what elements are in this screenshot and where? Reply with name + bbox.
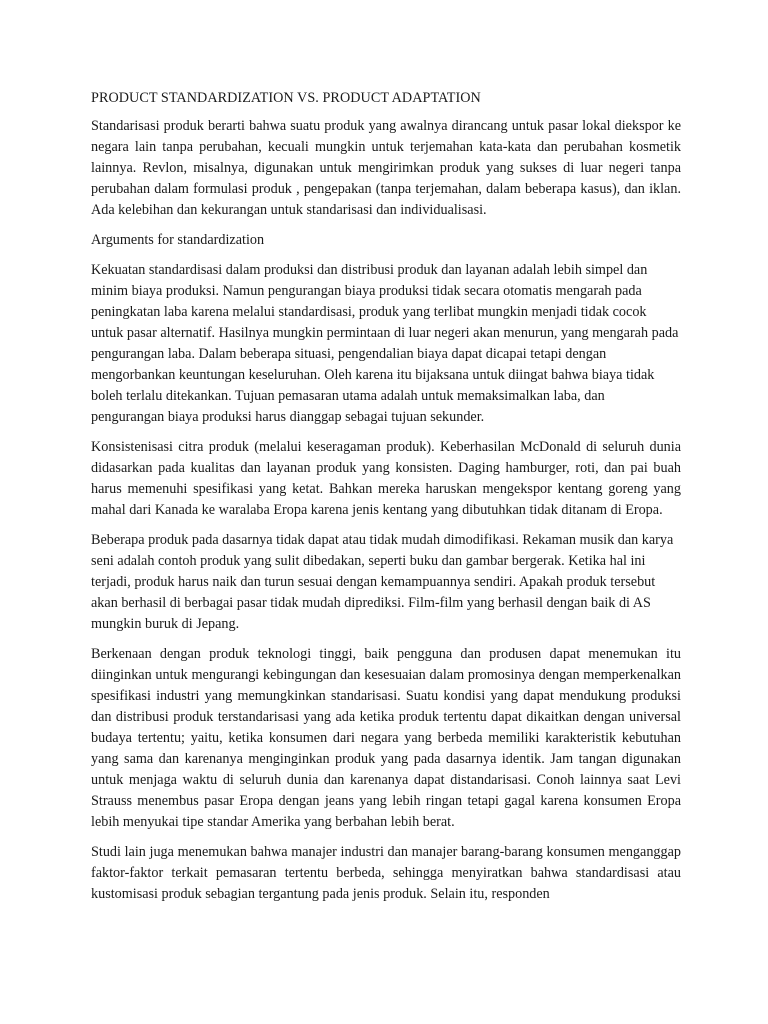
document-page: [91, 88, 681, 914]
paragraph-high-tech: Berkenaan dengan produk teknologi tinggi, baik pengguna dan produsen dapat menemukan itu diinginkan untuk mengurangi kebingungan dan kesesuaian dalam promosinya dengan memperkenalkan spesifikasi industri yang memungkinkan standarisasi. Suatu kondisi yang dapat mendukung produksi dan distribusi produk terstandarisasi yang ada ketika produk tertentu dapat dikaitkan dengan universal budaya tertentu; yaitu, ketika konsumen dari negara yang berbeda memiliki karakteristik kebutuhan yang sama dan karenanya menginginkan produk yang pada dasarnya identik. Jam tangan digunakan untuk menjaga waktu di seluruh dunia dan karenanya dapat distandarisasi. Conoh lainnya saat Levi Strauss menembus pasar Eropa dengan jeans yang lebih ringan tetapi gagal karena konsumen Eropa lebih menyukai tipe standar Amerika yang berbahan lebih berat.: [91, 646, 681, 830]
intro-paragraph: Standarisasi produk berarti bahwa suatu produk yang awalnya dirancang untuk pasar lokal diekspor ke negara lain tanpa perubahan, kecuali mungkin untuk terjemahan kata-kata dan perubahan kosmetik lainnya. Revlon, misalnya, digunakan untuk mengirimkan produk yang sukses di luar negeri tanpa perubahan dalam formulasi produk , pengepakan (tanpa terjemahan, dalam beberapa kasus), dan iklan. Ada kelebihan dan kekurangan untuk standarisasi dan individualisasi.: [91, 118, 681, 218]
paragraph-unmodifiable: Beberapa produk pada dasarnya tidak dapat atau tidak mudah dimodifikasi. Rekaman musik dan karya seni adalah contoh produk yang sulit dibedakan, seperti buku dan gambar bergerak. Ketika hal ini terjadi, produk harus naik dan turun sesuai dengan kemampuannya sendiri. Apakah produk tersebut akan berhasil di berbagai pasar tidak mudah diprediksi. Film-film yang berhasil dengan baik di AS mungkin buruk di Jepang.: [91, 532, 674, 632]
section-subheading: Arguments for standardization: [91, 232, 265, 248]
paragraph-cost: Kekuatan standardisasi dalam produksi dan distribusi produk dan layanan adalah lebih simpel dan minim biaya produksi. Namun pengurangan biaya produksi tidak secara otomatis mengarah pada peningkatan laba karena melalui standardisasi, produk yang terlibat mungkin menjadi tidak cocok untuk pasar alternatif. Hasilnya mungkin permintaan di luar negeri akan menurun, yang mengarah pada pengurangan laba. Dalam beberapa situasi, pengendalian biaya dapat dicapai tetapi dengan mengorbankan keuntungan keseluruhan. Oleh karena itu bijaksana untuk diingat bahwa biaya tidak boleh terlalu ditekankan. Tujuan pemasaran utama adalah untuk memaksimalkan laba, dan pengurangan biaya produksi harus dianggap sebagai tujuan sekunder.: [91, 262, 679, 425]
paragraph-consistency: Konsistenisasi citra produk (melalui keseragaman produk). Keberhasilan McDonald di seluruh dunia didasarkan pada kualitas dan layanan produk yang konsisten. Daging hamburger, roti, dan pai buah harus memenuhi spesifikasi yang ketat. Bahkan mereka haruskan mengekspor kentang goreng yang mahal dari Kanada ke waralaba Eropa karena jenis kentang yang dibutuhkan tidak ditanam di Eropa.: [91, 439, 681, 518]
paragraph-study: Studi lain juga menemukan bahwa manajer industri dan manajer barang-barang konsumen menganggap faktor-faktor terkait pemasaran tertentu berbeda, sehingga menyiratkan bahwa standardisasi atau kustomisasi produk sebagian tergantung pada jenis produk. Selain itu, responden: [91, 844, 681, 902]
document-title: PRODUCT STANDARDIZATION VS. PRODUCT ADAPTATION: [91, 90, 481, 106]
